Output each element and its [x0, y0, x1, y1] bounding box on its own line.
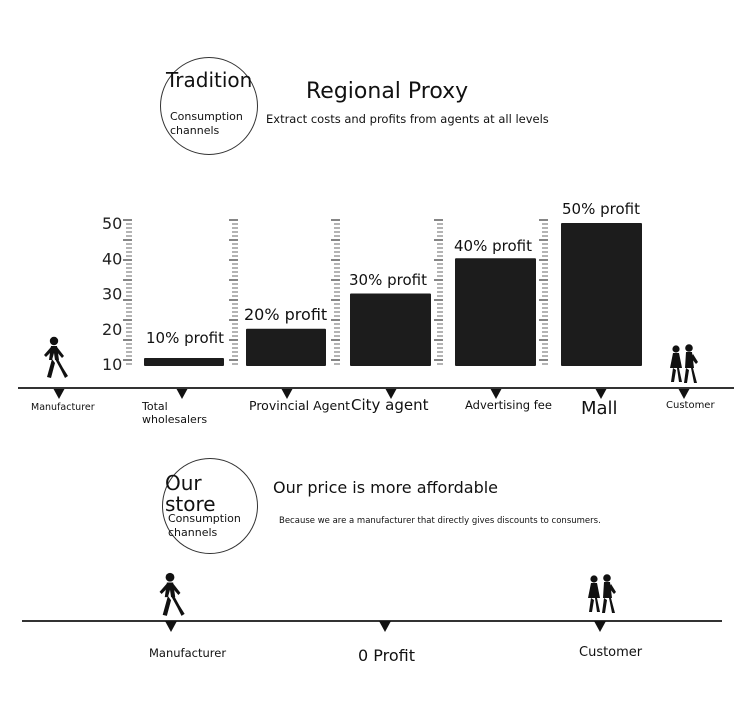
top-node-wholesalers-label-line1: Total — [142, 400, 168, 413]
y-tick-label: 50 — [102, 214, 123, 233]
triangle-down-icon — [379, 621, 391, 632]
our-store-subtitle-line1: Consumption — [168, 512, 241, 525]
tradition-subtitle-line1: Consumption — [170, 110, 243, 123]
tradition-subtitle-line2: channels — [170, 124, 220, 137]
our-store-subtitle-line2: channels — [168, 526, 218, 539]
affordable-heading: Our price is more affordable — [273, 478, 499, 497]
regional-proxy-subheading: Extract costs and profits from agents at all levels — [266, 112, 549, 126]
top-node-manufacturer-label: Manufacturer — [31, 402, 95, 413]
bottom-customer-label: Customer — [579, 645, 643, 660]
couple-icon — [584, 574, 618, 614]
bottom-zero-profit-label: 0 Profit — [358, 646, 415, 665]
data-label: 10% profit — [146, 329, 224, 347]
triangle-down-icon — [594, 621, 606, 632]
y-tick-label: 20 — [102, 319, 123, 339]
y-tick-label: 10 — [102, 355, 123, 374]
top-node-mall-label: Mall — [581, 398, 618, 419]
data-label: 30% profit — [349, 271, 427, 289]
top-node-city-label: City agent — [351, 396, 429, 414]
y-tick-label: 30 — [102, 284, 123, 304]
triangle-down-icon — [165, 621, 177, 632]
person-walking-icon — [155, 572, 185, 618]
bottom-manufacturer-label: Manufacturer — [149, 646, 227, 660]
our-store-title-line1: Our — [165, 471, 202, 495]
top-node-advertising-label: Advertising fee — [465, 398, 552, 412]
data-label: 50% profit — [562, 200, 640, 218]
y-tick-label: 40 — [102, 249, 123, 269]
our-store-title-line2: store — [165, 492, 216, 516]
top-node-wholesalers-label-line2: wholesalers — [142, 413, 208, 426]
affordable-description: Because we are a manufacturer that directly gives discounts to consumers. — [279, 516, 601, 526]
data-label: 20% profit — [244, 305, 328, 324]
regional-proxy-heading: Regional Proxy — [306, 79, 469, 104]
tradition-title: Tradition — [166, 68, 253, 92]
data-label: 40% profit — [454, 237, 532, 255]
top-node-provincial-label: Provincial Agent — [249, 398, 351, 413]
top-node-customer-label: Customer — [666, 400, 715, 411]
